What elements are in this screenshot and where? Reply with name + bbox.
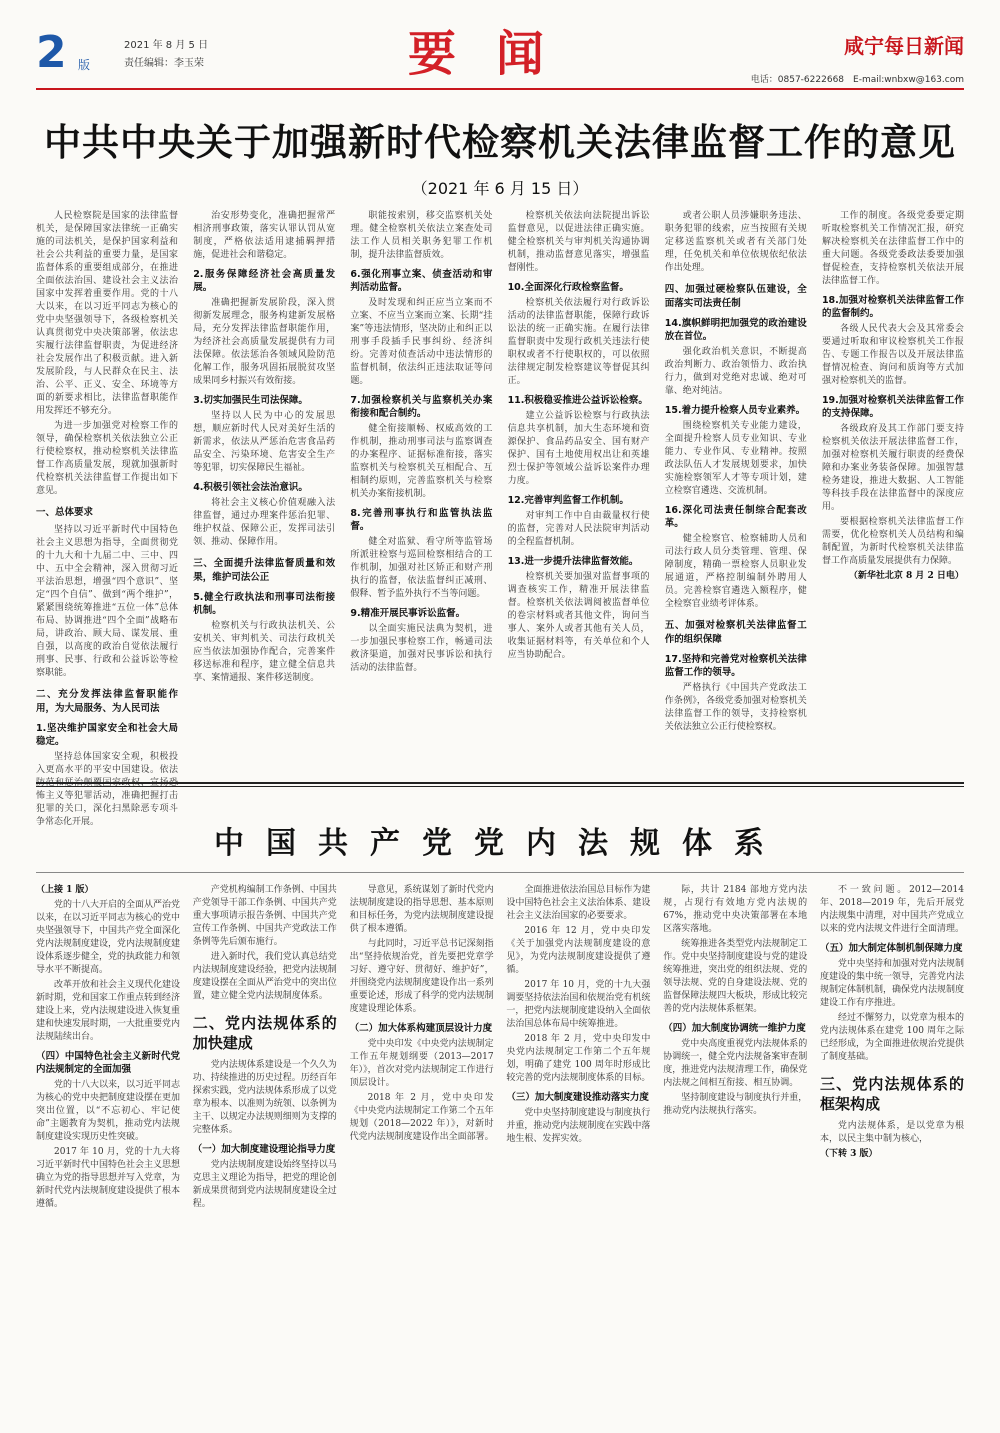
paragraph: 党的十八大以来，以习近平同志为核心的党中央把制度建设摆在更加突出位置，以“不忘初心、牢记使命”主题教育为契机，推动党内法规制度建设实现历史性突破。 — [36, 1080, 181, 1142]
paragraph: 以全面实施民法典为契机，进一步加强民事检察工作，畅通司法救济渠道，加强对民事诉讼和执行活动的法律监督。 — [350, 624, 493, 673]
paragraph: 产党机构编制工作条例、中国共产党领导干部工作条例、中国共产党重大事项请示报告条例、中国共产党宣传工作条例、中国共产党政法工作条例等先后颁布施行。 — [192, 885, 337, 947]
paragraph: 党中央坚持制度建设与制度执行并重，推动党内法规制度在实践中落地生根、发挥实效。 — [506, 1108, 651, 1144]
section-heading: 5.健全行政执法和刑事司法衔接机制。 — [193, 592, 336, 616]
continuation-note: （上接 1 版） — [36, 885, 94, 895]
paragraph: 2018 年 2 月，党中央印发中央党内法规制定工作第二个五年规划，明确了建党 100 周年时形成比较完善的党内法规制度体系的目标。 — [506, 1034, 651, 1083]
text-column — [665, 210, 807, 766]
section-heading: 16.深化司法责任制综合配套改革。 — [664, 505, 807, 529]
paragraph: 对审判工作中自由裁量权行使的监督，完善对人民法院审判活动的全程监督机制。 — [507, 511, 650, 547]
section-heading: （四）加大制度协调统一维护力度 — [663, 1023, 806, 1034]
paragraph: 与此同时，习近平总书记深刻指出“坚持依规治党，首先要把党章学习好、遵守好、贯彻好、维护好”，并围绕党内法规制度建设作出一系列重要论述，形成了科学的党内法规制度建设理论体系。 — [349, 939, 494, 1014]
section-heading: 12.完善审判监督工作机制。 — [507, 495, 629, 506]
paragraph: 党中央高度重视党内法规体系的协调统一，健全党内法规备案审查制度，推进党内法规清理工作，确保党内法规之间相互衔接、相互协调。 — [663, 1039, 808, 1088]
paragraph: 健全衔接顺畅、权威高效的工作机制，推动刑事司法与监察调查的办案程序、证据标准衔接，落实监察机关与检察机关互相配合、互相制约原则，完善监察机关与检察机关办案衔接机制。 — [350, 424, 493, 499]
section-heading: 7.加强检察机关与监察机关办案衔接和配合制约。 — [350, 395, 493, 419]
text-column — [36, 210, 178, 827]
text-column — [193, 884, 337, 1410]
section-divider — [36, 782, 964, 784]
section-title: 要闻 — [407, 26, 584, 82]
text-column — [193, 210, 335, 766]
section-heading: 17.坚持和完善党对检察机关法律监督工作的领导。 — [664, 654, 807, 678]
paragraph: 工作的制度。各级党委要定期听取检察机关工作情况汇报，研究解决检察机关在法律监督工作中的重大问题。各级党委政法委要加强督促检查，支持检察机关依法开展法律监督工作。 — [821, 211, 964, 286]
article1-body — [36, 210, 964, 827]
paragraph: 坚持以人民为中心的发展思想，顺应新时代人民对美好生活的新需求，依法从严惩治危害食品药品安全、污染环境、危害安全生产等犯罪，切实保障民生福祉。 — [193, 411, 336, 473]
paragraph: 统筹推进各类型党内法规制定工作。党中央坚持制度建设与党的建设统筹推进，突出党的组织法规、党的领导法规、党的自身建设法规、党的监督保障法规四大板块，形成比较完善的党内法规体系框架。 — [663, 939, 808, 1014]
text-column — [822, 210, 964, 766]
editor-credit: 责任编辑：李玉荣 — [124, 58, 204, 69]
section-heading: 6.强化刑事立案、侦查活动和审判活动监督。 — [350, 269, 493, 293]
paragraph: 2018 年 2 月，党中央印发《中央党内法规制定工作第二个五年规划（2018—2022 年）》，对新时代党内法规制度建设作出全面部署。 — [349, 1093, 494, 1142]
subheading: 四、加强过硬检察队伍建设，全面落实司法责任制 — [664, 284, 807, 309]
paragraph: 党中央印发《中央党内法规制定工作五年规划纲要（2013—2017 年）》，首次对党内法规制定工作进行顶层设计。 — [349, 1039, 494, 1088]
subheading: 五、加强对检察机关法律监督工作的组织保障 — [664, 620, 807, 645]
paragraph: 2017 年 10 月，党的十九大强调要坚持依法治国和依规治党有机统一，把党内法规制度建设纳入全面依法治国总体布局中统筹推进。 — [506, 980, 651, 1029]
subheading: 一、总体要求 — [36, 507, 94, 518]
section-heading: （一）加大制度建设理论指导力度 — [192, 1144, 336, 1155]
section-heading: 15.着力提升检察人员专业素养。 — [664, 405, 806, 416]
paragraph: 职能按索别，移交监察机关处理。健全检察机关依法立案查处司法工作人员相关职务犯罪工作机制，提升法律监督质效。 — [350, 211, 493, 260]
paragraph: 围绕检察机关专业能力建设，全面提升检察人员专业知识、专业能力、专业作风、专业精神。按照政法队伍人才发展规划要求，加快实施检察领军人才等专项计划，建立检察官遴选、交流机制。 — [664, 421, 807, 496]
text-column — [350, 884, 494, 1410]
paragraph: 检察机关要加强对监督事项的调查核实工作，精准开展法律监督。检察机关依法调阅被监督单位的卷宗材料或者其他文件，询问当事人、案外人或者其他有关人员，收集证据材料等，有关单位和个人应当协助配合。 — [507, 572, 650, 660]
section-heading: 9.精准开展民事诉讼监督。 — [350, 608, 466, 619]
text-column — [508, 210, 650, 766]
paragraph: 人民检察院是国家的法律监督机关，是保障国家法律统一正确实施的司法机关，是保护国家利益和社会公共利益的重要力量，是国家监督体系的重要组成部分，在推进全面依法治国、建设社会主义法治国家中发挥着重要作用。党的十八大以来，在以习近平同志为核心的党中央坚强领导下，各级检察机关认真贯彻党中央决策部署，依法忠实履行法律监督职责，为促进经济社会发展作出了积极贡献。进入新发展阶段，与人民群众在民主、法治、公平、正义、安全、环境等方面的新要求相比，法律监督职能作用发挥还不够充分。 — [36, 211, 178, 416]
paragraph: 全面推进依法治国总目标作为建设中国特色社会主义法治体系、建设社会主义法治国家的必要要求。 — [506, 885, 651, 921]
paragraph: 坚持以习近平新时代中国特色社会主义思想为指导，全面贯彻党的十九大和十九届二中、三中、四中、五中全会精神，深入贯彻习近平法治思想，增强“四个意识”、坚定“四个自信”、做到“两个维护”，紧紧围绕统筹推进“五位一体”总体布局、协调推进“四个全面”战略布局，讲政治、顾大局、谋发展、重自强，以高度的政治自觉依法履行刑事、民事、行政和公益诉讼等检察职能。 — [36, 525, 178, 678]
section-heading: （二）加大体系构建顶层设计力度 — [349, 1023, 493, 1034]
paragraph: 党中央坚持和加强对党内法规制度建设的集中统一领导，完善党内法规制定体制机制，确保党内法规制度建设工作有序推进。 — [819, 959, 964, 1008]
section-divider-thin — [36, 786, 964, 787]
subheading: 二、充分发挥法律监督职能作用，为大局服务、为人民司法 — [36, 689, 178, 714]
paragraph: 2017 年 10 月，党的十九大将习近平新时代中国特色社会主义思想确立为党的指导思想并写入党章，为新时代党内法规制度建设提供了根本遵循。 — [36, 1147, 181, 1209]
paragraph: 检察机关依法履行对行政诉讼活动的法律监督职能，保障行政诉讼法的统一正确实施。在履行法律监督职责中发现行政机关违法行使职权或者不行使职权的，可以依照法律规定制发检察建议等督促其纠正。 — [507, 298, 650, 386]
section-heading: 4.积极引领社会法治意识。 — [193, 482, 308, 493]
paragraph: 或者公职人员涉嫌职务违法、职务犯罪的线索，应当按照有关规定移送监察机关或者有关部门处理，任免机关和单位依规依纪依法作出处理。 — [664, 211, 807, 273]
newspaper-brand: 咸宁每日新闻 — [844, 34, 964, 58]
paragraph: 改革开放和社会主义现代化建设新时期，党和国家工作重点转到经济建设上来，党内法规建设进入恢复重建和快速发展时期，一大批重要党内法规陆续出台。 — [36, 980, 181, 1042]
paragraph: 严格执行《中国共产党政法工作条例》，各级党委加强对检察机关法律监督工作的领导，支持检察机关依法独立公正行使检察权。 — [664, 683, 807, 732]
paragraph: 各级人民代表大会及其常委会要通过听取和审议检察机关工作报告、专题工作报告以及开展法律监督情况检查、询问和质询等方式加强对检察机关的监督。 — [821, 324, 964, 386]
paragraph: 进入新时代，我们党认真总结党内法规制度建设经验，把党内法规制度建设摆在全面从严治党中的突出位置，建立健全党内法规制度体系。 — [192, 952, 337, 1001]
paragraph: 不一致问题。2012—2014 年、2018—2019 年，先后开展党内法规集中清理，对中国共产党成立以来的党内法规文件进行全面清理。 — [819, 885, 964, 934]
paragraph: 建立公益诉讼检察与行政执法信息共享机制，加大生态环境和资源保护、食品药品安全、国有财产保护、国有土地使用权出让和英雄烈士保护等领域公益诉讼案件办理力度。 — [507, 411, 650, 486]
contact-info: 电话：0857-6222668 E-mail:wnbxw@163.com — [750, 75, 964, 85]
masthead — [36, 24, 964, 90]
section-heading: 18.加强对检察机关法律监督工作的监督制约。 — [821, 295, 964, 319]
section-heading: 10.全面深化行政检察监督。 — [507, 282, 629, 293]
text-column — [506, 884, 650, 1410]
paragraph: 强化政治机关意识，不断提高政治判断力、政治领悟力、政治执行力，做到对党绝对忠诚、绝对可靠、绝对纯洁。 — [664, 347, 807, 396]
paragraph: 检察机关依法向法院提出诉讼监督意见，以促进法律正确实施。健全检察机关与审判机关沟通协调机制，推动监督意见落实，增强监督刚性。 — [507, 211, 650, 273]
article2-rule — [36, 872, 964, 873]
text-column — [36, 884, 180, 1410]
page-number: 2 — [36, 27, 67, 78]
section-heading: 1.坚决维护国家安全和社会大局稳定。 — [36, 723, 178, 747]
article2-body — [36, 884, 964, 1410]
paragraph: 准确把握新发展阶段，深入贯彻新发展理念，服务构建新发展格局，充分发挥法律监督职能作用，为经济社会高质量发展提供有力司法保障。依法惩治各领域风险防范化解工作，服务巩固拓展脱贫攻坚成果同乡村振兴有效衔接。 — [193, 298, 336, 386]
article2-headline: 中国共产党党内法规体系 — [214, 826, 786, 861]
paragraph: 坚持总体国家安全观，积极投入更高水平的平安中国建设。依法 怖主义等犯罪活动，准确把握打击犯罪的关口，深化扫黑除恶专项斗争常态化开展。 — [36, 752, 178, 827]
paragraph: 2016 年 12 月，党中央印发《关于加强党内法规制度建设的意见》，为党内法规制度建设提供了遵循。 — [506, 926, 651, 975]
paragraph: 要根据检察机关法律监督工作需要，优化检察机关人员结构和编制配置，为新时代检察机关法律监督工作高质量发展提供有力保障。 — [821, 517, 964, 566]
section-heading: 3.切实加强民生司法保障。 — [193, 395, 308, 406]
paragraph: 各级政府及其工作部门要支持检察机关依法开展法律监督工作，加强对检察机关履行职责的经费保障和办案业务装备保障。加强智慧检务建设，推进大数据、人工智能等科技手段在法律监督中的深度应用。 — [821, 424, 964, 512]
article1-headline: 中共中央关于加强新时代检察机关法律监督工作的意见 — [44, 121, 956, 164]
paragraph: 际，共计 2184 部地方党内法规，占现行有效地方党内法规的 67%，推动党中央决策部署在本地区落实落地。 — [663, 885, 808, 934]
paragraph: 党内法规体系，是以党章为根本，以民主集中制为核心， — [819, 1121, 964, 1144]
section-heading: （四）中国特色社会主义新时代党内法规制定的全面加强 — [36, 1051, 180, 1075]
text-column — [820, 884, 964, 1410]
article1-date: （2021 年 6 月 15 日） — [411, 179, 589, 198]
chapter-heading: 三、党内法规体系的框架构成 — [819, 1075, 964, 1113]
subheading: 三、全面提升法律监督质量和效果，维护司法公正 — [193, 558, 336, 583]
text-column — [663, 884, 807, 1410]
chapter-heading: 二、党内法规体系的加快建成 — [192, 1014, 337, 1052]
paragraph: 将社会主义核心价值观融入法律监督，通过办理案件惩治犯罪、维护权益、保障公正，发挥司法引领、推动、保障作用。 — [193, 498, 336, 547]
section-heading: 14.旗帜鲜明把加强党的政治建设放在首位。 — [664, 318, 807, 342]
paragraph: 及时发现和纠正应当立案而不立案、不应当立案而立案、长期“挂案”等违法情形，坚决防止和纠正以刑事手段插手民事纠纷、经济纠纷。完善对侦查活动中违法情形的监督机制，依法纠正违法取证等问题。 — [350, 298, 493, 386]
paragraph: 党内法规制度建设始终坚持以马克思主义理论为指导，把党的理论创新成果贯彻到党内法规制度建设全过程。 — [192, 1160, 337, 1209]
paragraph: 为进一步加强党对检察工作的领导，确保检察机关依法独立公正行使检察权，推动检察机关法律监督工作高质量发展，现就加强新时代检察机关法律监督工作提出如下意见。 — [36, 421, 178, 496]
continuation-note: （下转 3 版） — [819, 1149, 878, 1159]
paragraph: 检察机关与行政执法机关、公安机关、审判机关、司法行政机关应当依法加强协作配合，完善案件移送标准和程序，建立健全信息共享、案情通报、案件移送制度。 — [193, 621, 336, 683]
text-column — [350, 210, 492, 766]
paragraph: 治安形势变化，准确把握常严相济刑事政策，落实认罪认罚从宽制度，严格依法适用逮捕羁押措施，促进社会和谐稳定。 — [193, 211, 336, 260]
paragraph: 坚持制度建设与制度执行并重，推动党内法规执行落实。 — [663, 1093, 808, 1116]
section-heading: 19.加强对检察机关法律监督工作的支持保障。 — [821, 395, 964, 419]
paragraph: 党的十八大开启的全面从严治党以来，在以习近平同志为核心的党中央坚强领导下，中国共产党全面深化党内法规制度建设，党内法规制度建设体系逐步健全，党的执政能力和领导水平不断提高。 — [36, 900, 181, 975]
section-heading: （三）加大制度建设推动落实力度 — [506, 1092, 649, 1103]
page-suffix: 版 — [78, 58, 91, 72]
paragraph: 经过不懈努力，以党章为根本的党内法规体系在建党 100 周年之际已经形成，为全面推进依规治党提供了制度基础。 — [819, 1013, 964, 1062]
section-heading: （五）加大制定体制机制保障力度 — [819, 943, 963, 954]
paragraph: 健全检察官、检察辅助人员和司法行政人员分类管理、管理、保障制度，精确一票检察人员职业发展通道，严格控制编制外聘用人员。完善检察官遴选入额程序，健全检察官业绩考评体系。 — [664, 534, 807, 609]
section-heading: 13.进一步提升法律监督效能。 — [507, 556, 639, 567]
paragraph: 导意见，系统谋划了新时代党内法规制度建设的指导思想、基本原则和目标任务，为党内法规制度建设提供了根本遵循。 — [349, 885, 494, 934]
dateline-note: （新华社北京 8 月 2 日电） — [848, 571, 964, 581]
section-heading: 2.服务保障经济社会高质量发展。 — [193, 269, 336, 293]
issue-date: 2021 年 8 月 5 日 — [124, 40, 209, 51]
paragraph: 党内法规体系建设是一个久久为功、持续推进的历史过程。历经百年探索实践，党内法规体系形成了以党章为根本、以准则为统领、以条例为主干、以规定办法规则细则为支撑的完整体系。 — [192, 1060, 337, 1135]
paragraph: 健全对监狱、看守所等监管场所派驻检察与巡回检察相结合的工作机制，加强对社区矫正和财产刑执行的监督，依法监督纠正减刑、假释、暂予监外执行不当等问题。 — [350, 537, 493, 599]
section-heading: 8.完善刑事执行和监管执法监督。 — [350, 508, 493, 532]
section-heading: 11.积极稳妥推进公益诉讼检察。 — [507, 395, 648, 406]
